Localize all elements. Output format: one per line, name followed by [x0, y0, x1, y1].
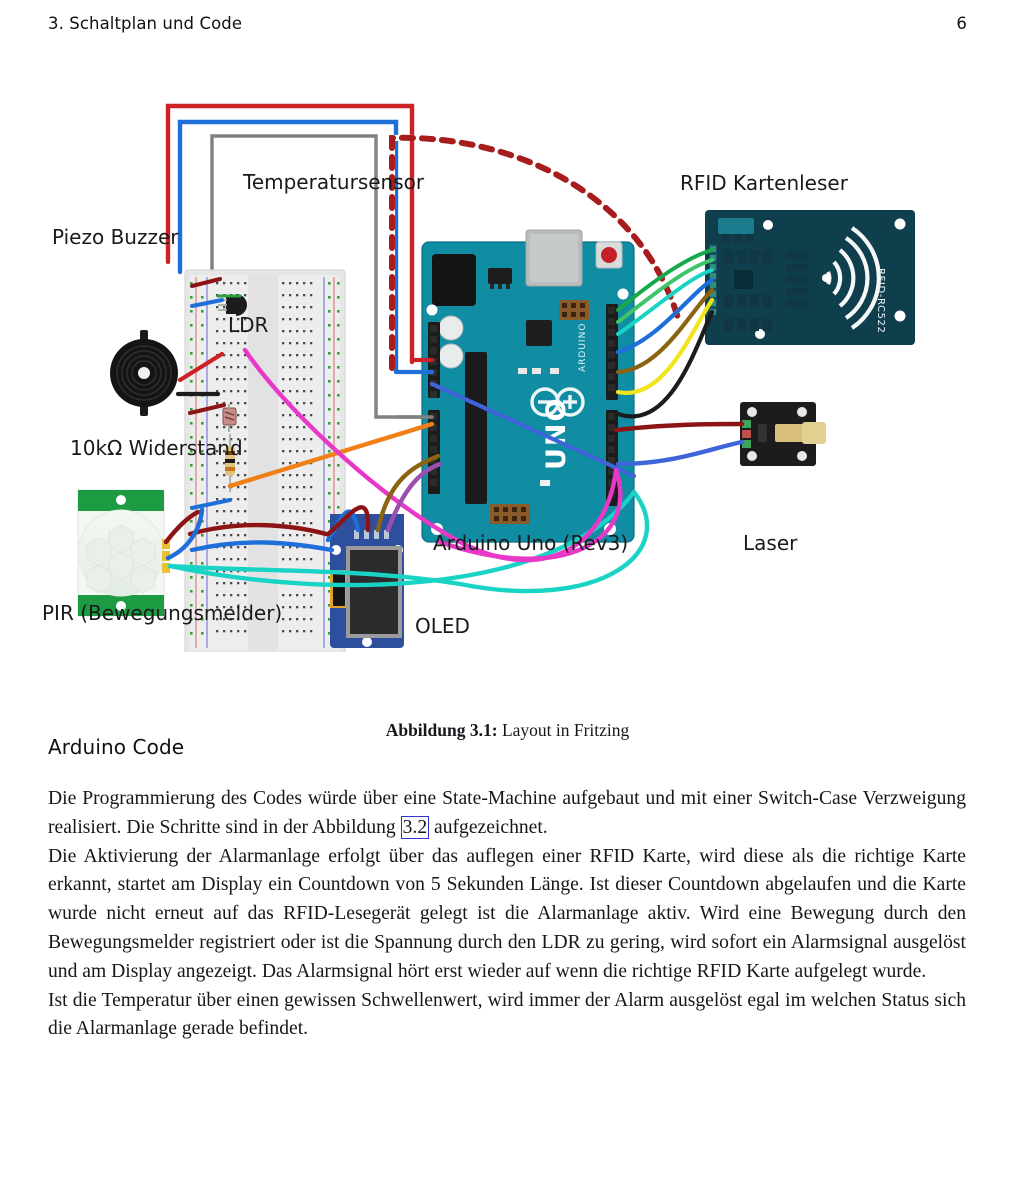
subheading-arduino-code: Arduino Code [48, 735, 185, 759]
figure-caption-text: Layout in Fritzing [501, 720, 630, 740]
cross-reference-link-3-2[interactable]: 3.2 [402, 816, 428, 838]
label-pir: PIR (Bewegungsmelder) [42, 601, 283, 625]
figure-3-1 [0, 72, 1015, 740]
pir-motion-sensor [78, 490, 170, 616]
label-resistor: 10kΩ Widerstand [70, 436, 243, 460]
paragraph-2: Die Aktivierung der Alarmanlage erfolgt über das auflegen einer RFID Karte, wird diese als die richtige Karte erkannt, startet am Display ein Countdown von 5 Sekunden Länge. Ist dieser Countdown abgelaufen und die Karte wurde nicht erneut auf das RFID-Lesegerät gelegt ist die Alarmanlage aktiv. Wird eine Bewegung durch den Bewegungsmelder registriert oder ist die Spannung durch den LDR zu gering, wird sofort ein Alarmsignal ausgelöst und am Display angezeigt. Das Alarmsignal hört erst wieder auf wenn die richtige RFID Karte aufgelegt wurde. [48, 845, 966, 982]
arduino-uno-silkscreen: UNO [541, 396, 572, 470]
piezo-buzzer [110, 330, 178, 416]
wire-darkred-laser [616, 424, 742, 430]
label-oled: OLED [415, 614, 470, 638]
label-ldr: LDR [228, 313, 269, 337]
page-number: 6 [956, 14, 967, 33]
arduino-uno-board [422, 230, 634, 542]
laser-module [740, 402, 826, 466]
label-arduino: Arduino Uno (Rev3) [433, 531, 629, 555]
label-temperature-sensor: Temperatursensor [243, 170, 425, 194]
paragraph-1 [48, 785, 966, 843]
label-piezo-buzzer: Piezo Buzzer [52, 225, 179, 249]
paragraph-1-text-before-ref: Die Programmierung des Codes würde über eine State-Machine aufgebaut und mit einer Switch-Case Verzweigung realisiert. Die Schritte sind in der Abbildung [48, 788, 966, 838]
fritzing-layout-diagram [40, 72, 920, 652]
rfid-reader-module [705, 210, 915, 345]
body-content [48, 735, 966, 1044]
oled-display-module [330, 514, 404, 648]
figure-caption-label: Abbildung 3.1: [385, 720, 498, 740]
wire-blue-laser [618, 442, 742, 464]
paragraph-1-text-after-ref: aufgezeichnet. [429, 816, 548, 838]
header-section-title: 3. Schaltplan und Code [48, 14, 243, 33]
running-header [48, 14, 967, 40]
svg-text:ARDUINO: ARDUINO [578, 322, 588, 372]
label-rfid: RFID Kartenleser [680, 171, 848, 195]
paragraph-3: Ist die Temperatur über einen gewissen Schwellenwert, wird immer der Alarm ausgelöst egal im welchen Status sich die Alarmanlage gerade befindet. [48, 989, 966, 1040]
rfid-part-silkscreen: RFID-RC522 [875, 268, 886, 334]
label-laser: Laser [743, 531, 798, 555]
